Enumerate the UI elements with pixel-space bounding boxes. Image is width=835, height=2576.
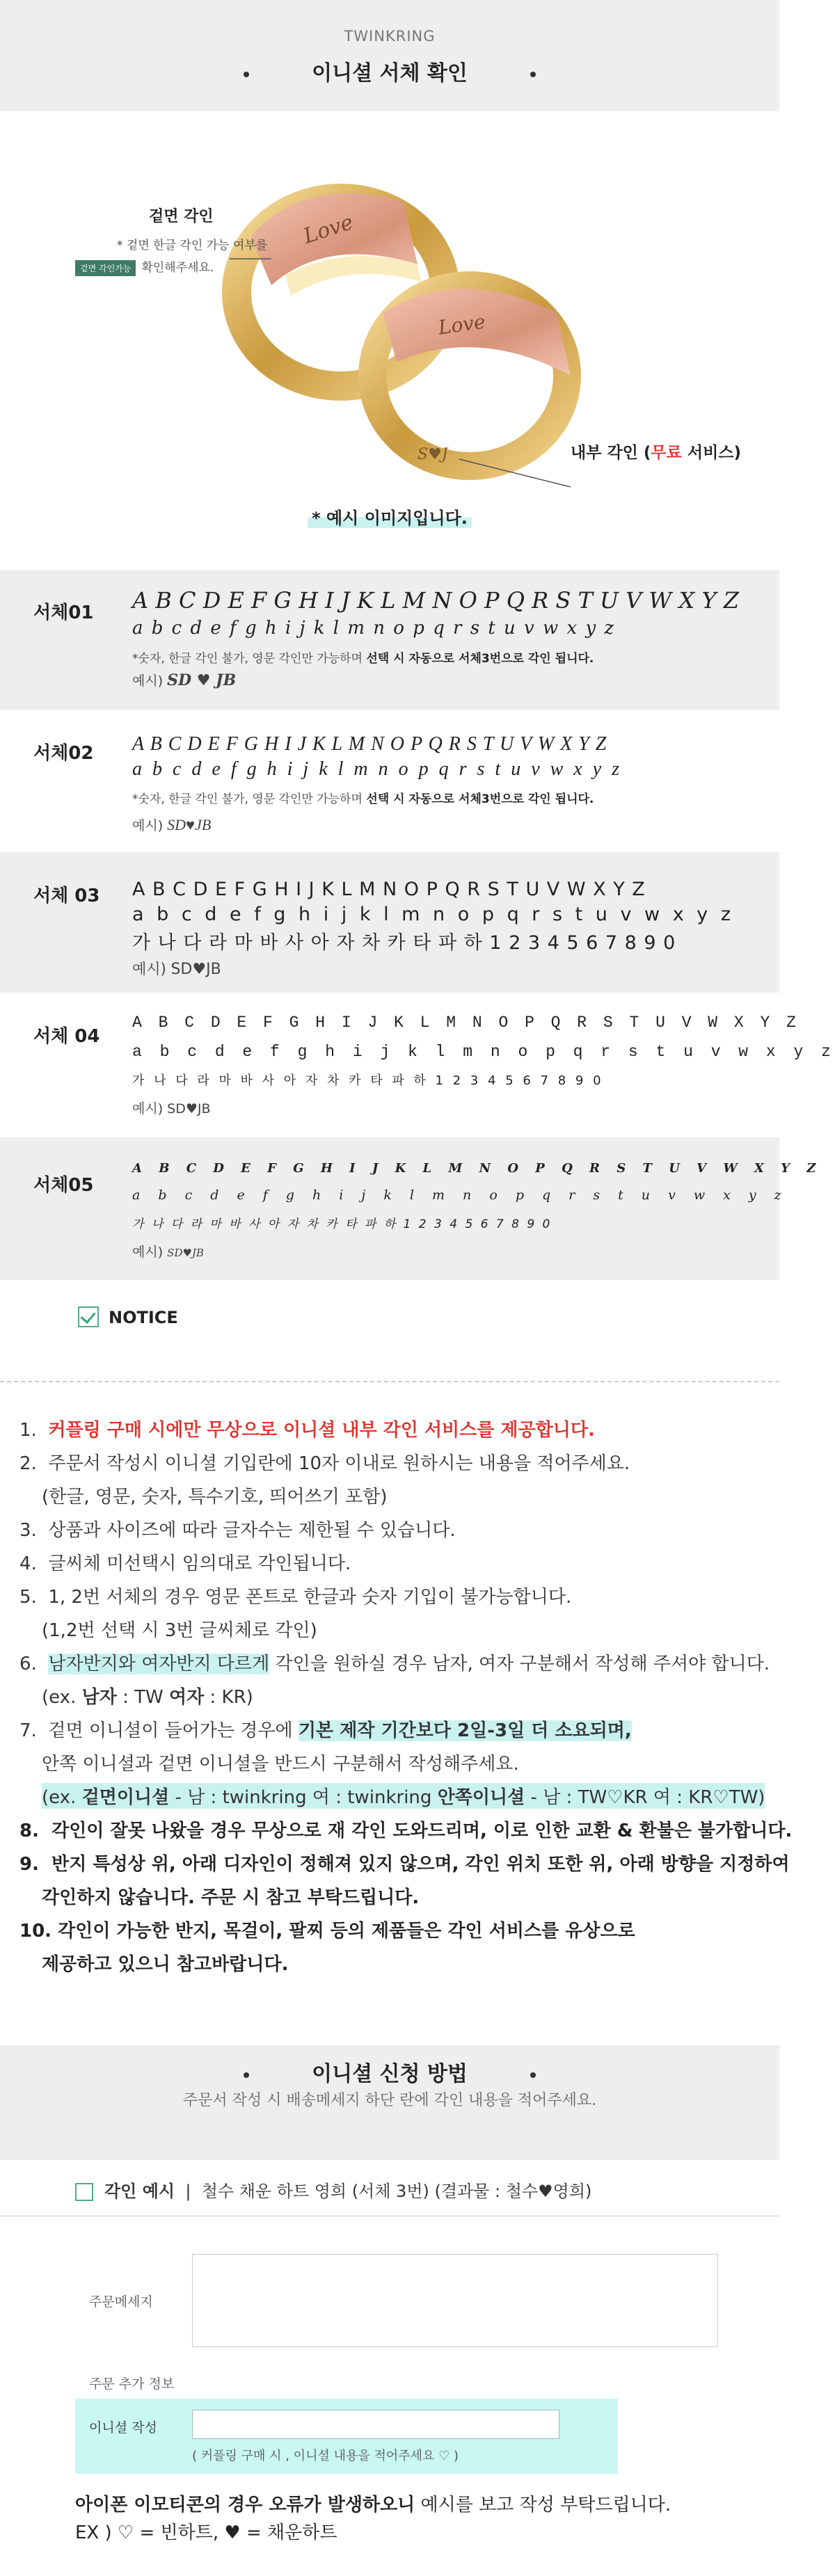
- engrave-outer-2: Love: [436, 310, 487, 339]
- notice-item-5-text: 1, 2번 서체의 경우 영문 폰트로 한글과 숫자 기입이 불가능합니다.: [48, 1587, 572, 1608]
- notice-item-7c: [42, 1783, 765, 1809]
- font-example-prefix: 예시): [132, 673, 168, 689]
- notice-7c-pre: (ex.: [42, 1787, 82, 1808]
- notice-item-6-highlight: 남자반지와 여자반지 다르게: [48, 1654, 270, 1674]
- font-label: 서체01: [33, 602, 94, 623]
- font-example: [132, 1242, 204, 1261]
- notice-item-1: 1. 커플링 구매 시에만 무상으로 이니셜 내부 각인 서비스를 제공합니다.: [19, 1420, 595, 1441]
- engrave-outer-1: Love: [300, 209, 356, 249]
- iphone-warning-bold: 아이폰 이모티콘의 경우 오류가 발생하오니: [75, 2495, 415, 2515]
- notice-header: [0, 1301, 779, 1343]
- font-example-text: SD♥JB: [170, 961, 221, 978]
- font-uppercase: A B C D E F G H I J K L M N O P Q R S T U V W X Y Z: [132, 1161, 822, 1176]
- order-message-label: 주문메세지: [89, 2294, 153, 2310]
- font-example-text: SD♥JB: [167, 1247, 204, 1259]
- notice-7c-mid: - 남 : twinkring 여 : twinkring: [169, 1787, 438, 1808]
- extra-info-label: 주문 추가 정보: [89, 2376, 175, 2392]
- outer-engrave-badge: 겉면 각인가능: [75, 260, 136, 276]
- page-title-text: 이니셜 서체 확인: [312, 61, 468, 86]
- title-dot-right-icon: [530, 72, 536, 77]
- iphone-warning-text: 예시를 보고 작성 부탁드립니다.: [415, 2495, 671, 2515]
- font-lowercase: a b c d e f g h i j k l m n o p q r s t u v w x y z: [132, 1187, 788, 1203]
- font-example: [132, 671, 236, 689]
- sample-image-note-text: * 예시 이미지입니다.: [308, 509, 472, 528]
- font-lowercase: a b c d e f g h i j k l m n o p q r s t u v w x y z: [132, 1043, 835, 1061]
- inner-label-free: 무료: [651, 444, 682, 462]
- notice-item-7-text: 겉면 이니셜이 들어가는 경우에: [48, 1720, 299, 1741]
- font-korean-digits: 가 나 다 라 마 바 사 아 자 차 카 타 파 하 1 2 3 4 5 6 7 8 9 0: [132, 932, 676, 954]
- outer-engraving-note-line2: [75, 257, 214, 276]
- font-example-prefix: 예시): [132, 1245, 168, 1260]
- apply-subtitle: 주문서 작성 시 배송메세지 하단 란에 각인 내용을 적어주세요.: [182, 2092, 597, 2109]
- inner-label-suffix: 서비스): [681, 444, 742, 462]
- notice-item-10-text: 각인이 가능한 반지, 목걸이, 팔찌 등의 제품들은 각인 서비스를 유상으로: [58, 1921, 635, 1942]
- apply-title-text: 이니셜 신청 방법: [312, 2062, 468, 2086]
- font-note-plain: *숫자, 한글 각인 불가, 영문 각인만 가능하며: [132, 792, 367, 806]
- notice-item-2: 2. 주문서 작성시 이니셜 기입란에 10자 이내로 원하시는 내용을 적어주세요.: [19, 1453, 630, 1474]
- outer-engraving-note: * 겉면 한글 각인 가능 여부를: [117, 239, 268, 253]
- outer-engraving-label: 겉면 각인: [149, 208, 214, 225]
- notice-item-9b: 각인하지 않습니다. 주문 시 참고 부탁드립니다.: [42, 1887, 420, 1908]
- notice-item-4: 4. 글씨체 미선택시 임의대로 각인됩니다.: [19, 1553, 351, 1574]
- font-example-prefix: 예시): [132, 818, 168, 833]
- font-label: 서체02: [33, 743, 94, 764]
- notice-item-3-text: 상품과 사이즈에 따라 글자수는 제한될 수 있습니다.: [48, 1520, 456, 1541]
- font-korean-digits: 가 나 다 라 마 바 사 아 자 차 카 타 파 하 1 2 3 4 5 6 7 8 9 0: [132, 1073, 604, 1088]
- engraving-example-text: 철수 채운 하트 영희 (서체 3번) (결과물 : 철수♥영희): [201, 2182, 592, 2201]
- font-example: [132, 815, 211, 834]
- initial-label: 이니셜 작성: [89, 2420, 157, 2435]
- notice-item-3: 3. 상품과 사이즈에 따라 글자수는 제한될 수 있습니다.: [19, 1520, 456, 1541]
- notice-item-8: 8. 각인이 잘못 나왔을 경우 무상으로 재 각인 도와드리며, 이로 인한 교환 & 환불은 불가합니다.: [19, 1821, 793, 1841]
- inner-engraving-label: [571, 440, 741, 463]
- apply-dot-right-icon: [530, 2072, 536, 2078]
- font-uppercase: A B C D E F G H I J K L M N O P Q R S T U V W X Y Z: [132, 879, 646, 900]
- font-uppercase: A B C D E F G H I J K L M N O P Q R S T U V W X Y Z: [132, 733, 607, 755]
- font-example-prefix: 예시): [132, 1101, 168, 1117]
- engrave-inner: S♥J: [418, 446, 448, 463]
- font-example-text: SD♥JB: [167, 816, 212, 833]
- engraving-example-label: 각인 예시: [104, 2182, 175, 2201]
- notice-item-10: 10. 각인이 가능한 반지, 목걸이, 팔찌 등의 제품들은 각인 서비스를 유상으로: [19, 1921, 635, 1942]
- checkbox-icon: [75, 2183, 93, 2201]
- font-note: [132, 648, 594, 666]
- font-korean-digits: 가 나 다 라 마 바 사 아 자 차 카 타 파 하 1 2 3 4 5 6 7 8 9 0: [132, 1217, 552, 1231]
- notice-6b-female: 여자: [169, 1687, 205, 1708]
- page-title: [0, 56, 779, 86]
- divider: [0, 1381, 779, 1382]
- order-message-textarea[interactable]: [192, 2254, 718, 2347]
- font-note-plain: *숫자, 한글 각인 불가, 영문 각인만 가능하며: [132, 652, 367, 666]
- notice-item-7-highlight: 기본 제작 기간보다 2일-3일 더 소요되며,: [298, 1720, 632, 1741]
- notice-7c-end: - 남 : TW♡KR 여 : KR♡TW): [525, 1787, 765, 1808]
- font-note: [132, 789, 594, 806]
- engraving-example: 각인 예시 | 철수 채운 하트 영희 (서체 3번) (결과물 : 철수♥영희): [75, 2177, 591, 2202]
- font-lowercase: a b c d e f g h i j k l m n o p q r s t u v w x y z: [132, 904, 735, 925]
- font-uppercase: A B C D E F G H I J K L M N O P Q R S T U V W X Y Z: [132, 587, 739, 614]
- sample-image-note: [0, 504, 779, 529]
- font-row-2: [0, 710, 779, 852]
- font-label: 서체 03: [33, 886, 100, 906]
- font-lowercase: a b c d e f g h i j k l m n o p q r s t u v w x y z: [132, 618, 616, 639]
- ring-example-area: [0, 111, 779, 557]
- outer-engraving-note2: 확인해주세요.: [141, 261, 214, 275]
- notice-item-8-text: 각인이 잘못 나왔을 경우 무상으로 재 각인 도와드리며, 이로 인한 교환 & 환불은 불가합니다.: [51, 1821, 793, 1841]
- font-row-1: [0, 570, 779, 710]
- notice-item-6b: [42, 1683, 253, 1709]
- heart-example-line: EX ) ♡ = 빈하트, ♥ = 채운하트: [75, 2522, 337, 2543]
- font-row-5: [0, 1137, 822, 1280]
- notice-item-9: 9. 반지 특성상 위, 아래 디자인이 정해져 있지 않으며, 각인 위치 또한 위, 아래 방향을 지정하여: [19, 1854, 790, 1875]
- iphone-warning: [75, 2490, 671, 2516]
- apply-dot-left-icon: [244, 2072, 249, 2078]
- initial-input[interactable]: [192, 2410, 559, 2439]
- font-note-bold: 선택 시 자동으로 서체3번으로 각인 됩니다.: [366, 652, 594, 666]
- font-label: 서체 04: [33, 1026, 100, 1047]
- apply-title: [0, 2056, 779, 2087]
- notice-item-1-text: 커플링 구매 시에만 무상으로 이니셜 내부 각인 서비스를 제공합니다.: [48, 1420, 595, 1441]
- initial-input-hint: ( 커플링 구매 시 , 이니셜 내용을 적어주세요 ♡ ): [192, 2449, 459, 2463]
- font-example-prefix: 예시): [132, 961, 171, 977]
- title-dot-left-icon: [244, 72, 249, 77]
- font-example-text: SD♥JB: [167, 1101, 211, 1117]
- notice-item-5: 5. 1, 2번 서체의 경우 영문 폰트로 한글과 숫자 기입이 불가능합니다.: [19, 1587, 572, 1608]
- font-row-4: [0, 993, 835, 1137]
- ring-illustration: [209, 153, 598, 501]
- notice-6b-mid: : TW: [116, 1687, 169, 1708]
- notice-item-5b: (1,2번 선택 시 3번 글씨체로 각인): [42, 1620, 317, 1641]
- notice-item-10b: 제공하고 있으니 참고바랍니다.: [42, 1954, 289, 1975]
- notice-item-7b: 안쪽 이니셜과 겉면 이니셜을 반드시 구분해서 작성해주세요.: [42, 1754, 519, 1775]
- brand-name: TWINKRING: [344, 28, 436, 45]
- notice-6b-male: 남자: [81, 1687, 117, 1708]
- notice-item-2b: (한글, 영문, 숫자, 특수기호, 띄어쓰기 포함): [42, 1487, 388, 1507]
- notice-7c-inner: 안쪽이니셜: [437, 1787, 525, 1808]
- font-lowercase: a b c d e f g h i j k l m n o p q r s t u v w x y z: [132, 758, 623, 780]
- notice-item-6: 6. 남자반지와 여자반지 다르게 각인을 원하실 경우 남자, 여자 구분해서 작성해 주셔야 합니다.: [19, 1654, 770, 1674]
- checkbox-icon: [78, 1306, 99, 1327]
- inner-label-prefix: 내부 각인 (: [571, 444, 651, 462]
- notice-item-9-text: 반지 특성상 위, 아래 디자인이 정해져 있지 않으며, 각인 위치 또한 위, 아래 방향을 지정하여: [51, 1854, 790, 1875]
- notice-label: NOTICE: [109, 1308, 178, 1327]
- notice-6b-pre: (ex.: [42, 1687, 82, 1708]
- notice-item-4-text: 글씨체 미선택시 임의대로 각인됩니다.: [48, 1553, 351, 1574]
- notice-item-6-text: 각인을 원하실 경우 남자, 여자 구분해서 작성해 주셔야 합니다.: [269, 1654, 770, 1674]
- page-header: [0, 0, 779, 111]
- notice-7c-outer: 겉면이니셜: [81, 1787, 170, 1808]
- font-label: 서체05: [33, 1175, 94, 1196]
- notice-6b-end: : KR): [204, 1687, 253, 1708]
- font-example-text: SD ♥ JB: [167, 671, 237, 689]
- font-example: [132, 1098, 211, 1117]
- font-note-bold: 선택 시 자동으로 서체3번으로 각인 됩니다.: [366, 792, 594, 806]
- font-example: [132, 958, 221, 979]
- font-row-3: [0, 852, 779, 993]
- notice-item-2-text: 주문서 작성시 이니셜 기입란에 10자 이내로 원하시는 내용을 적어주세요.: [48, 1453, 630, 1474]
- notice-item-7: 7. 겉면 이니셜이 들어가는 경우에 기본 제작 기간보다 2일-3일 더 소요되며,: [19, 1720, 632, 1741]
- apply-section-header: [0, 2045, 779, 2160]
- font-uppercase: A B C D E F G H I J K L M N O P Q R S T U V W X Y Z: [132, 1014, 800, 1032]
